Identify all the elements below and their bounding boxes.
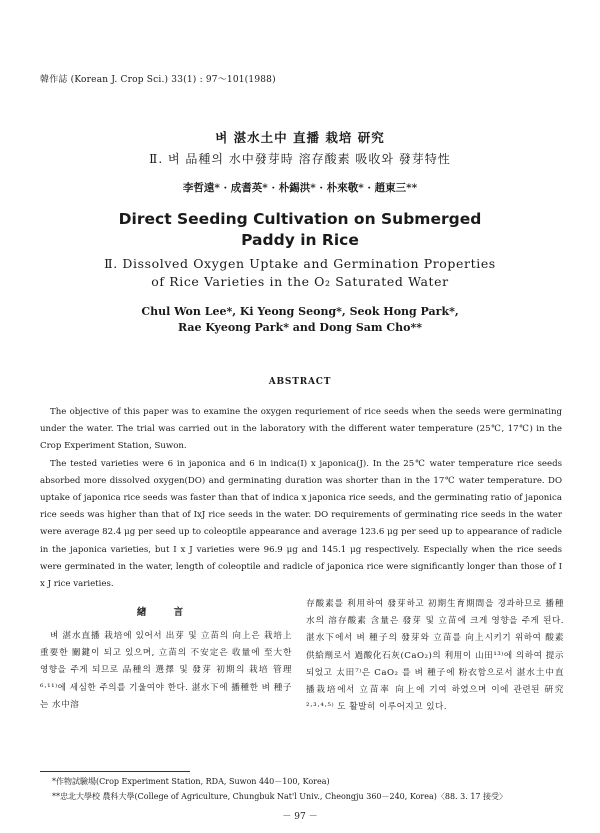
- page-number: － 97 －: [282, 812, 318, 822]
- korean-title: 벼 湛水土中 直播 栽培 研究: [215, 130, 385, 145]
- english-subtitle-line1: Ⅱ. Dissolved Oxygen Uptake and Germination Properties: [104, 256, 496, 271]
- intro-left-text: [40, 628, 292, 714]
- footnote-rule: [40, 771, 190, 772]
- english-title-line1: Direct Seeding Cultivation on Submerged: [118, 210, 482, 228]
- intro-right-text: [306, 596, 564, 716]
- english-authors-line2: Rae Kyeong Park* and Dong Sam Cho**: [178, 321, 422, 334]
- abstract-paragraph-1: The objective of this paper was to examine the oxygen requriement of rice seeds when the seeds were germinating under the water. The trial was carried out in the laboratory with the different water temperature (25℃, 17℃) in the Crop Experiment Station, Suwon.: [40, 407, 562, 452]
- abstract-heading: ABSTRACT: [268, 377, 332, 387]
- english-title-line2: Paddy in Rice: [241, 231, 359, 249]
- english-authors-line1: Chul Won Lee*, Ki Yeong Seong*, Seok Hong Park*,: [141, 305, 459, 318]
- intro-left-paragraph: 벼 湛水直播 栽培에 있어서 出芽 및 立苗의 向上은 栽培上 重要한 關鍵이 되고 있으며, 立苗의 不安定은 收量에 至大한 영향을 주게 되므로 品種의 選擇 및 發芽 初期의 栽培 管理⁶·¹¹⁾에 세심한 주의를 기울여야 한다. 湛水下에 播種한 벼 種子는 水中溶: [40, 631, 292, 710]
- intro-heading: 緖 言: [136, 607, 196, 618]
- abstract-paragraph-2: The tested varieties were 6 in japonica and 6 in indica(I) x japonica(J). In the 25℃ water temperature rice seeds absorbed more dissolved oxygen(DO) and germinating duration was shorter than in the 17℃ water temperature. DO uptake of japonica rice seeds was faster than that of indica x japonica rice seeds, and the germinating ratio of japonica rice seeds was higher than that of IxJ rice seeds in the water. DO requirements of germinating rice seeds in the water were average 82.4 μg per seed up to coleoptile appearance and average 123.6 μg per seed up to appearance of radicle in the japonica varieties, but I x J varieties were 96.9 μg and 145.1 μg respectively. Especially when the rice seeds were germinated in the water, length of coleoptile and radicle of japonica rice were significantly longer than those of I x J rice varieties.: [40, 458, 562, 590]
- korean-authors: 李哲遠* · 成耆英* · 朴錫洪* · 朴來敬* · 趙東三**: [182, 182, 418, 194]
- footnote-2: **忠北大學校 農科大學(College of Agriculture, Chungbuk Nat'l Univ., Cheongju 360－240, Korea)〈88. 3. 17 接受〉: [52, 792, 508, 801]
- footnote-1: *作物試驗場(Crop Experiment Station, RDA, Suwon 440－100, Korea): [52, 777, 330, 786]
- abstract-body: [40, 404, 562, 593]
- korean-subtitle: Ⅱ. 벼 品種의 水中發芽時 溶存酸素 吸收와 發芽特性: [149, 152, 451, 166]
- intro-left-column: [40, 596, 292, 714]
- journal-citation: 韓作誌 (Korean J. Crop Sci.) 33(1) : 97～101(1988): [40, 75, 276, 85]
- intro-right-column: [306, 596, 564, 716]
- intro-right-paragraph: 存酸素를 利用하여 發芽하고 初期生育期間을 경과하므로 播種水의 溶存酸素 含量은 發芽 및 立苗에 크게 영향을 주게 된다. 湛水下에서 벼 種子의 發芽와 立苗를 向上시키기 위하여 酸素 供給劑로서 過酸化石灰(CaO₂)의 利用이 山田¹³⁾에 의하여 提示되었고 太田⁷⁾은 CaO₂ 를 벼 種子에 粉衣함으로서 湛水土中直播栽培에서 立苗率 向上에 기여 하였으며 이에 관련된 硏究²·³·⁴·⁵⁾ 도 활발히 이루어지고 있다.: [306, 599, 564, 713]
- english-subtitle-line2: of Rice Varieties in the O₂ Saturated Water: [151, 274, 449, 289]
